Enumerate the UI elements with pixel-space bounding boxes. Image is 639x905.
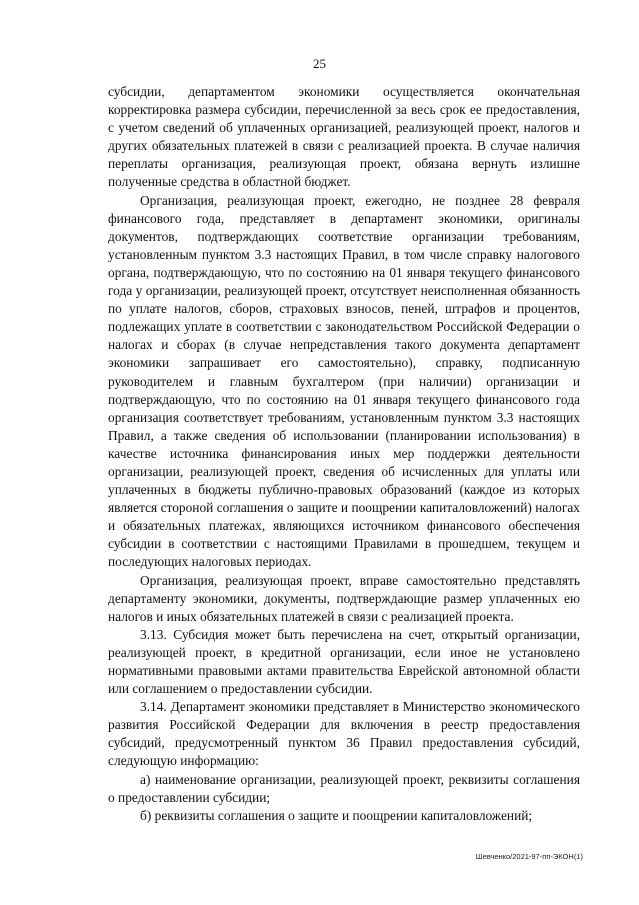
paragraph-voluntary-documents: Организация, реализующая проект, вправе самостоятельно представлять департаменту экономики, документы, подтверждающие размер уплаченных ею налогов и иных обязательных платежей в связи с реализацией проекта. (108, 572, 580, 624)
document-code: Шевченко/2021-97-пп-ЭКОН(1) (475, 852, 583, 861)
page-number: 25 (313, 56, 326, 71)
list-item-a: а) наименование организации, реализующей проект, реквизиты соглашения о предоставлении субсидии; (108, 771, 580, 805)
paragraph-3-13: 3.13. Субсидия может быть перечислена на счет, открытый организации, реализующей проект, в кредитной организации, если иное не установлено нормативными правовыми актами правительства Еврейской автономной области или соглашением о предоставлении субсидии. (108, 626, 580, 697)
document-body (108, 83, 580, 825)
list-item-b: б) реквизиты соглашения о защите и поощрении капиталовложений; (140, 807, 533, 823)
paragraph-subsidy-correction: субсидии, департаментом экономики осуществляется окончательная корректировка размера субсидии, перечисленной за весь срок ее предоставления, с учетом сведений об уплаченных организацией, реализующей проект, налогов и других обязательных платежей в связи с реализацией проекта. В случае наличия переплаты организация, реализующая проект, обязана вернуть излишне полученные средства в областной бюджет. (108, 84, 580, 190)
paragraph-annual-documents: Организация, реализующая проект, ежегодно, не позднее 28 февраля финансового года, представляет в департамент экономики, оригиналы документов, подтверждающих соответствие организации требованиям, установленным пунктом 3.3 настоящих Правил, в том числе справку налогового органа, подтверждающую, что по состоянию на 01 января текущего финансового года у организации, реализующей проект, отсутствует неисполненная обязанность по уплате налогов, сборов, страховых взносов, пеней, штрафов и процентов, подлежащих уплате в соответствии с законодательством Российской Федерации о налогах и сборах (в случае непредставления такого документа департамент экономики запрашивает его самостоятельно), справку, подписанную руководителем и главным бухгалтером (при наличии) организации и подтверждающую, что по состоянию на 01 января текущего финансового года организация соответствует требованиям, установленным пунктом 3.3 настоящих Правил, а также сведения об использовании (планировании использования) в качестве источника финансирования иных мер поддержки деятельности организации, реализующей проект, сведения об исчисленных для уплаты или уплаченных в бюджеты публично-правовых образований (каждое из которых является стороной соглашения о защите и поощрении капиталовложений) налогах и обязательных платежах, являющихся источником финансового обеспечения субсидии в соответствии с настоящими Правилами в прошедшем, текущем и последующих налоговых периодах. (108, 192, 580, 570)
paragraph-3-14: 3.14. Департамент экономики представляет в Министерство экономического развития Российской Федерации для включения в реестр предоставления субсидий, предусмотренный пунктом 36 Правил предоставления субсидий, следующую информацию: (108, 699, 580, 769)
